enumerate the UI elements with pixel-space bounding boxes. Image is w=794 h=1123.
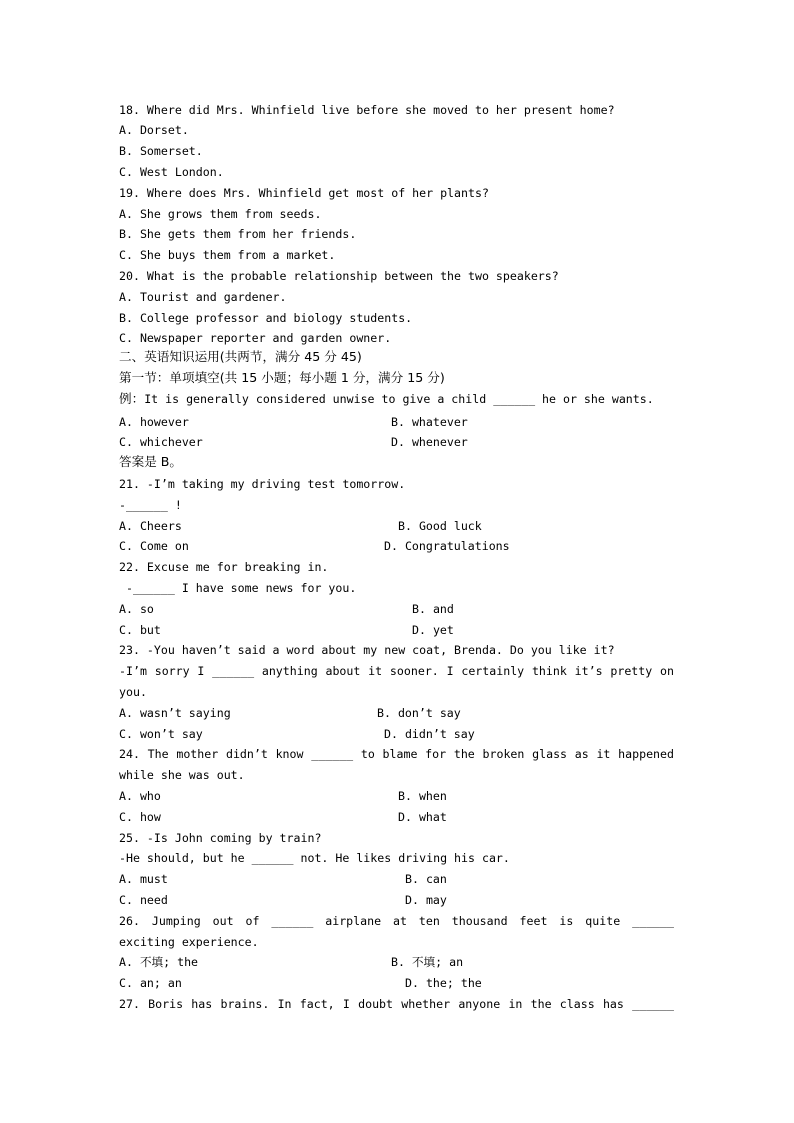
- example-option-c: C. whichever: [119, 435, 203, 449]
- option-26d: D. the; the: [405, 976, 482, 990]
- option-24c: C. how: [119, 810, 161, 824]
- option-18c: C. West London.: [119, 165, 224, 179]
- question-25-reply: -He should, but he ______ not. He likes driving his car.: [119, 851, 510, 865]
- option-20b: B. College professor and biology students.: [119, 311, 413, 325]
- option-22b: B. and: [412, 602, 454, 616]
- question-22: 22. Excuse me for breaking in.: [119, 560, 329, 574]
- question-19: 19. Where does Mrs. Whinfield get most of her plants?: [119, 186, 489, 200]
- option-19b: B. She gets them from her friends.: [119, 227, 357, 241]
- option-19a: A. She grows them from seeds.: [119, 207, 322, 221]
- option-20a: A. Tourist and gardener.: [119, 290, 287, 304]
- example-answer: 答案是 B。: [119, 454, 183, 469]
- option-25d: D. may: [405, 893, 447, 907]
- question-23-reply: -I’m sorry I ______ anything about it sooner. I certainly think it’s pretty on: [119, 664, 674, 678]
- option-20c: C. Newspaper reporter and garden owner.: [119, 331, 392, 345]
- option-18b: B. Somerset.: [119, 144, 203, 158]
- option-25c: C. need: [119, 893, 168, 907]
- option-25b: B. can: [405, 872, 447, 886]
- option-22d: D. yet: [412, 623, 454, 637]
- option-21b: B. Good luck: [398, 519, 482, 533]
- option-21d: D. Congratulations: [384, 539, 510, 553]
- option-23a: A. wasn’t saying: [119, 706, 231, 720]
- option-24a: A. who: [119, 789, 161, 803]
- example-text: It is generally considered unwise to give a child ______ he or she wants.: [144, 392, 654, 406]
- question-23-reply-end: you.: [119, 685, 147, 699]
- option-22a: A. so: [119, 602, 154, 616]
- option-23b: B. don’t say: [377, 706, 461, 720]
- question-27: 27. Boris has brains. In fact, I doubt whether anyone in the class has ______: [119, 997, 674, 1011]
- question-24: 24. The mother didn’t know ______ to blame for the broken glass as it happened: [119, 747, 674, 761]
- question-18: 18. Where did Mrs. Whinfield live before she moved to her present home?: [119, 103, 615, 117]
- question-26: 26. Jumping out of ______ airplane at ten thousand feet is quite ______: [119, 914, 674, 928]
- example-option-a: A. however: [119, 415, 189, 429]
- question-21: 21. -I’m taking my driving test tomorrow.: [119, 477, 406, 491]
- option-23d: D. didn’t say: [384, 727, 475, 741]
- option-19c: C. She buys them from a market.: [119, 248, 336, 262]
- question-23: 23. -You haven’t said a word about my new coat, Brenda. Do you like it?: [119, 643, 615, 657]
- question-22-reply: -______ I have some news for you.: [119, 581, 357, 595]
- option-26c: C. an; an: [119, 976, 182, 990]
- question-26-end: exciting experience.: [119, 935, 259, 949]
- example-option-b: B. whatever: [391, 415, 468, 429]
- example-option-d: D. whenever: [391, 435, 468, 449]
- option-26b: B. 不填; an: [391, 955, 464, 969]
- option-24b: B. when: [398, 789, 447, 803]
- example-question: 例：It is generally considered unwise to give a child ______ he or she wants.: [119, 391, 654, 406]
- option-21a: A. Cheers: [119, 519, 182, 533]
- question-20: 20. What is the probable relationship between the two speakers?: [119, 269, 559, 283]
- option-18a: A. Dorset.: [119, 123, 189, 137]
- option-25a: A. must: [119, 872, 168, 886]
- subsection-heading: 第一节：单项填空(共 15 小题；每小题 1 分，满分 15 分): [119, 370, 445, 385]
- question-24-end: while she was out.: [119, 768, 245, 782]
- question-25: 25. -Is John coming by train?: [119, 831, 322, 845]
- question-21-reply: -______ !: [119, 498, 182, 512]
- option-22c: C. but: [119, 623, 161, 637]
- option-21c: C. Come on: [119, 539, 189, 553]
- option-23c: C. won’t say: [119, 727, 203, 741]
- option-24d: D. what: [398, 810, 447, 824]
- section-heading: 二、英语知识运用(共两节，满分 45 分 45): [119, 349, 362, 364]
- option-26a: A. 不填; the: [119, 955, 199, 969]
